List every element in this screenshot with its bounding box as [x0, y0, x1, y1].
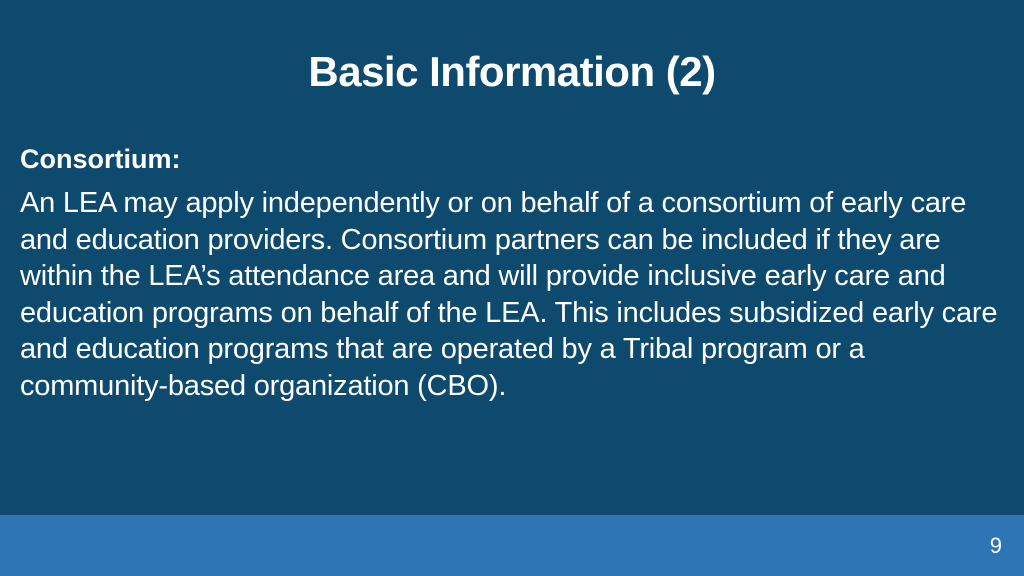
slide-content — [20, 139, 1010, 404]
slide-title: Basic Information (2) — [308, 48, 716, 95]
page-number: 9 — [989, 533, 1002, 558]
footer-bar — [0, 515, 1024, 576]
body-paragraph: An LEA may apply independently or on behalf of a consortium of early care and education providers. Consortium partners can be included if they are within the LEA’s attendance area and will provide inclusive early care and education programs on behalf of the LEA. This includes subsidized early care and education programs that are operated by a Tribal program or a community-based organization (CBO). — [20, 187, 998, 402]
section-heading: Consortium: — [20, 144, 181, 174]
